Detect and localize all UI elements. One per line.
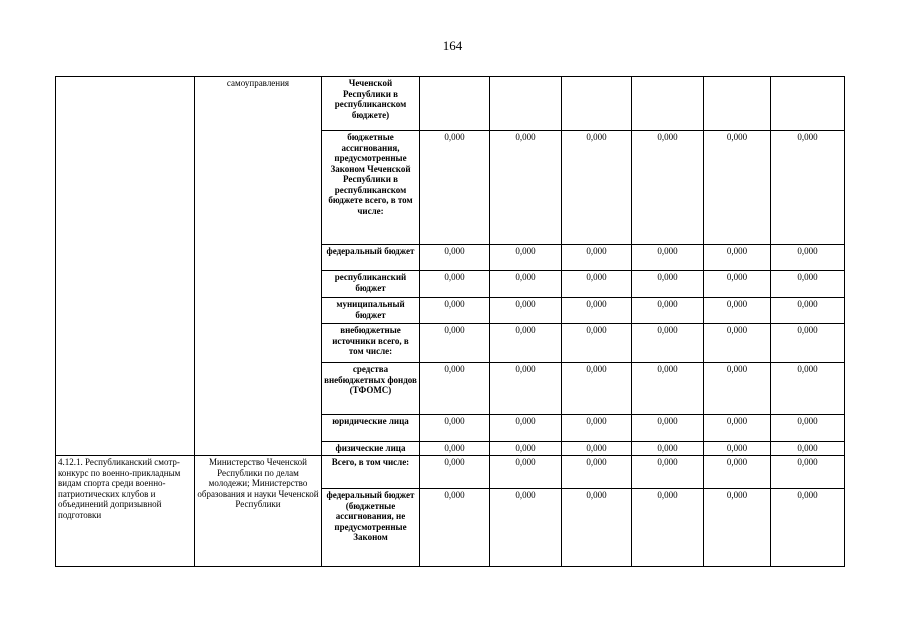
value-cell: 0,000: [490, 298, 562, 324]
value-cell: 0,000: [562, 245, 632, 271]
funding-source: физические лица: [322, 442, 420, 456]
value-cell: 0,000: [632, 456, 704, 489]
funding-source: Всего, в том числе:: [322, 456, 420, 489]
value-cell: 0,000: [562, 415, 632, 442]
value-cell: 0,000: [704, 245, 771, 271]
page-number: 164: [442, 38, 463, 53]
value-cell: 0,000: [771, 271, 845, 298]
budget-table: [55, 76, 845, 567]
value-cell: 0,000: [490, 324, 562, 363]
funding-source: республиканский бюджет: [322, 271, 420, 298]
value-cell: 0,000: [704, 324, 771, 363]
value-cell: 0,000: [420, 271, 490, 298]
value-cell: 0,000: [420, 324, 490, 363]
value-cell: 0,000: [632, 271, 704, 298]
value-cell: 0,000: [771, 442, 845, 456]
value-cell: 0,000: [490, 131, 562, 245]
value-cell: 0,000: [771, 456, 845, 489]
value-cell: 0,000: [490, 489, 562, 567]
value-cell: 0,000: [704, 363, 771, 415]
value-cell: 0,000: [562, 131, 632, 245]
value-cell: 0,000: [562, 456, 632, 489]
funding-source: федеральный бюджет: [322, 245, 420, 271]
value-cell: 0,000: [562, 442, 632, 456]
value-cell: 0,000: [562, 324, 632, 363]
funding-source: бюджетные ассигнования, предусмотренные Законом Чеченской Республики в республиканском бюджете всего, в том числе:: [322, 131, 420, 245]
value-cell: 0,000: [420, 415, 490, 442]
value-cell: 0,000: [420, 489, 490, 567]
value-cell: [420, 77, 490, 131]
value-cell: [771, 77, 845, 131]
value-cell: 0,000: [632, 442, 704, 456]
value-cell: 0,000: [490, 271, 562, 298]
value-cell: 0,000: [704, 271, 771, 298]
value-cell: 0,000: [704, 298, 771, 324]
value-cell: 0,000: [632, 324, 704, 363]
value-cell: 0,000: [490, 456, 562, 489]
value-cell: 0,000: [562, 298, 632, 324]
funding-source: Чеченской Республики в республиканском бюджете): [322, 77, 420, 131]
value-cell: [490, 77, 562, 131]
value-cell: 0,000: [562, 363, 632, 415]
value-cell: 0,000: [704, 442, 771, 456]
value-cell: 0,000: [771, 489, 845, 567]
funding-source: юридические лица: [322, 415, 420, 442]
value-cell: 0,000: [771, 245, 845, 271]
event-name: 4.12.1. Республиканский смотр-конкурс по военно-прикладным видам спорта среди военно-патриотических клубов и объединений допризывной подготовки: [56, 456, 195, 567]
value-cell: 0,000: [704, 489, 771, 567]
value-cell: 0,000: [771, 131, 845, 245]
value-cell: 0,000: [704, 456, 771, 489]
value-cell: [632, 77, 704, 131]
value-cell: 0,000: [771, 363, 845, 415]
value-cell: 0,000: [632, 245, 704, 271]
value-cell: 0,000: [420, 363, 490, 415]
value-cell: 0,000: [562, 271, 632, 298]
value-cell: 0,000: [490, 442, 562, 456]
value-cell: 0,000: [632, 131, 704, 245]
value-cell: 0,000: [490, 415, 562, 442]
event-name-cell-empty: [56, 77, 195, 456]
value-cell: 0,000: [632, 363, 704, 415]
value-cell: 0,000: [420, 131, 490, 245]
value-cell: 0,000: [490, 363, 562, 415]
value-cell: 0,000: [420, 456, 490, 489]
value-cell: 0,000: [420, 442, 490, 456]
funding-source: муниципальный бюджет: [322, 298, 420, 324]
funding-source: федеральный бюджет (бюджетные ассигнования, не предусмотренные Законом: [322, 489, 420, 567]
value-cell: 0,000: [490, 245, 562, 271]
value-cell: 0,000: [704, 415, 771, 442]
value-cell: 0,000: [562, 489, 632, 567]
value-cell: 0,000: [632, 298, 704, 324]
value-cell: 0,000: [771, 298, 845, 324]
value-cell: 0,000: [632, 415, 704, 442]
value-cell: [704, 77, 771, 131]
value-cell: 0,000: [420, 298, 490, 324]
funding-source: внебюджетные источники всего, в том числе:: [322, 324, 420, 363]
executor-cell: самоуправления: [195, 77, 322, 456]
funding-source: средства внебюджетных фондов (ТФОМС): [322, 363, 420, 415]
value-cell: 0,000: [632, 489, 704, 567]
executor-cell: Министерство Чеченской Республики по делам молодежи; Министерство образования и науки Чеченской Республики: [195, 456, 322, 567]
value-cell: 0,000: [771, 415, 845, 442]
value-cell: [562, 77, 632, 131]
value-cell: 0,000: [771, 324, 845, 363]
table-row: [56, 456, 845, 489]
table-row: [56, 77, 845, 131]
value-cell: 0,000: [420, 245, 490, 271]
value-cell: 0,000: [704, 131, 771, 245]
